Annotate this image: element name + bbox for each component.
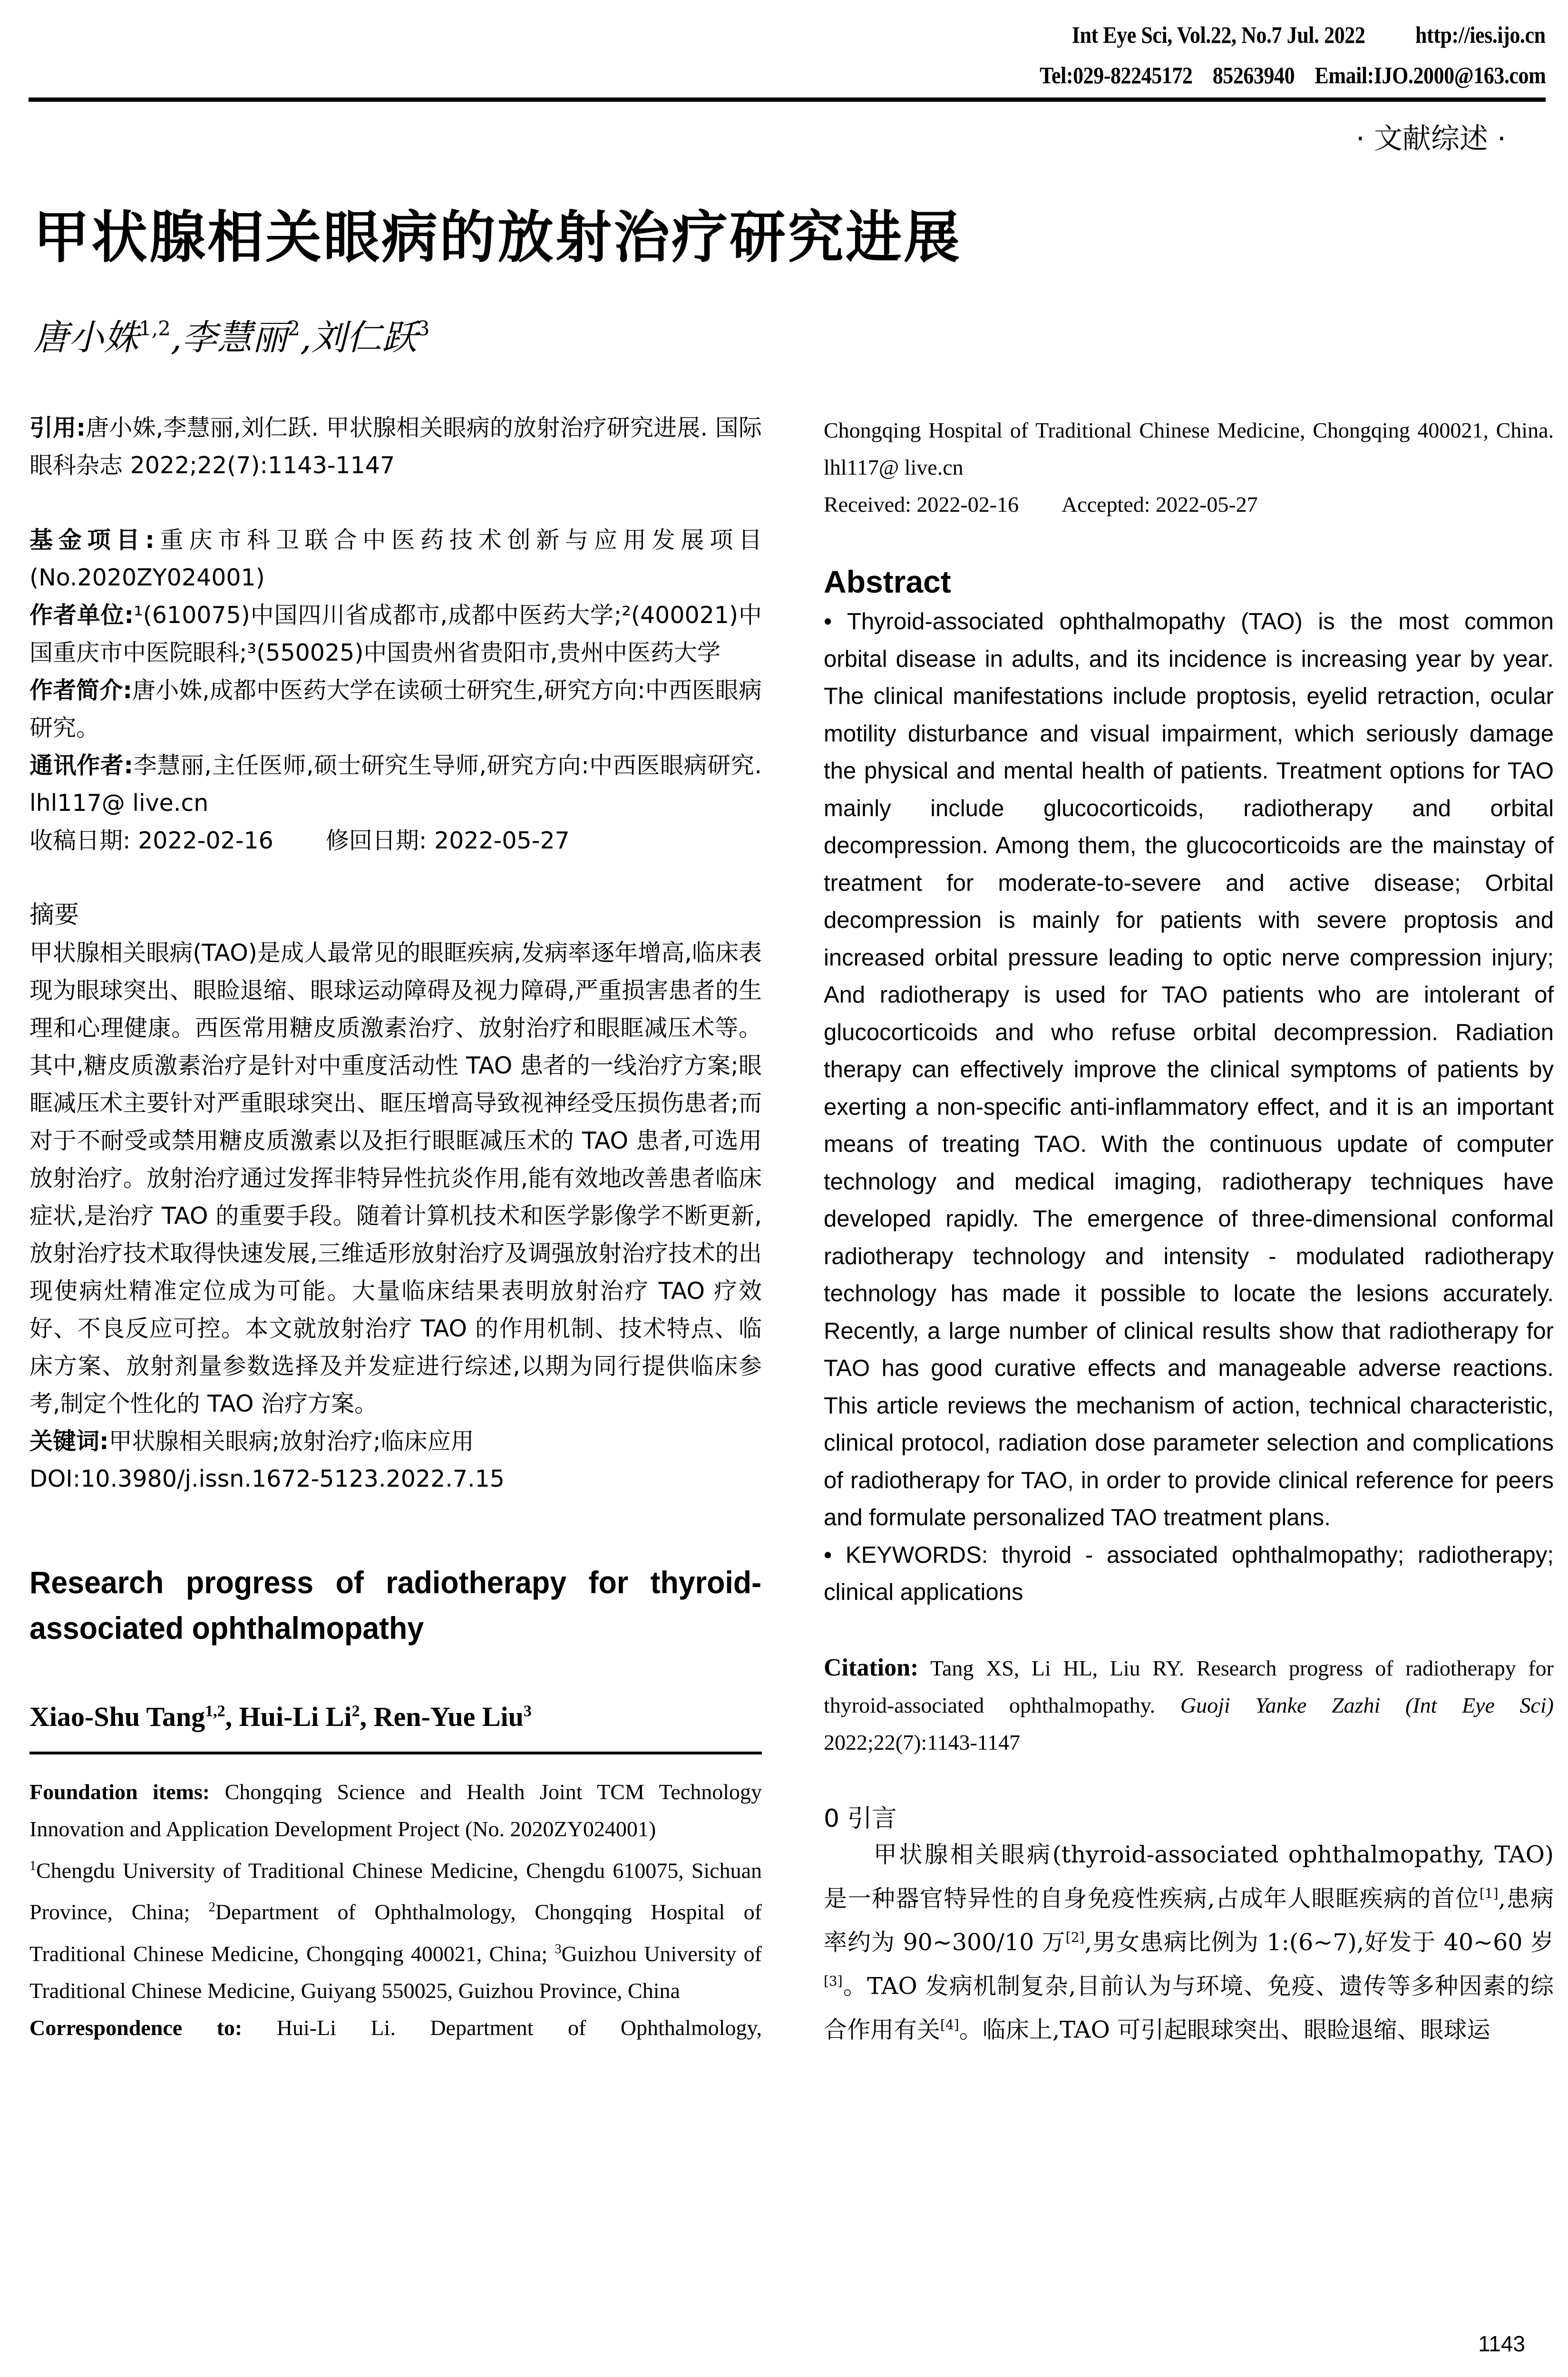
article-title-cn: 甲状腺相关眼病的放射治疗研究进展 <box>33 205 962 270</box>
abstract-cn-heading: 摘要 <box>29 901 79 929</box>
abstract-en-heading: Abstract <box>824 564 951 599</box>
header-rule <box>29 97 1546 102</box>
affiliation-en: Department of Ophthalmology, Chongqing Hospital of Traditional Chinese Medicine, Chongqing 400021, China; <box>29 1900 762 1966</box>
correspondence-en <box>29 2009 762 2046</box>
corresponding-author-label: 通讯作者: <box>29 752 134 779</box>
author-bio-label: 作者简介: <box>29 677 132 704</box>
citation-en-tail: 2022;22(7):1143-1147 <box>824 1730 1021 1754</box>
left-column <box>29 409 762 2046</box>
accepted-en-label: Accepted: <box>1062 492 1150 516</box>
affiliation-cn <box>29 596 762 672</box>
fund-cn-text: 重庆市科卫联合中医药技术创新与应用发展项目(No.2020ZY024001) <box>29 526 762 591</box>
corresponding-author-text: 李慧丽,主任医师,硕士研究生导师,研究方向:中西医眼病研究. lhl117@ live.cn <box>29 752 762 817</box>
dates-cn <box>29 822 762 859</box>
fund-cn <box>29 521 762 596</box>
author-affiliation-sup: 1,2 <box>139 317 171 340</box>
authors-en: Xiao-Shu Tang$^{1,2}$, Hui-Li Li$^2$, Ren-Yue Liu$^3$ <box>29 1701 532 1732</box>
citation-cn-text: 唐小姝,李慧丽,刘仁跃. 甲状腺相关眼病的放射治疗研究进展. 国际眼科杂志 2022;22(7):1143-1147 <box>29 414 762 479</box>
foundation-en-label: Foundation items: <box>29 1780 210 1804</box>
keywords-en <box>824 1537 1554 1611</box>
keywords-cn-label: 关键词: <box>29 1428 109 1455</box>
author-affiliation-sup: 3 <box>417 317 430 340</box>
keywords-en-text: thyroid - associated ophthalmopathy; radiotherapy; clinical applications <box>824 1542 1554 1605</box>
author-en: Hui-Li Li <box>239 1701 352 1732</box>
intro-text: ,患病率约为 90~300/10 万 <box>824 1884 1554 1956</box>
page-number: 1143 <box>1478 2331 1525 2356</box>
abstract-en-text: • Thyroid-associated ophthalmopathy (TAO) is the most common orbital disease in adults, and its incidence is increasing year by year. The clinical manifestations include proptosis, eyelid retraction, ocular motility disturbance and visual impairment, which seriously damage the physical and mental health of patients. Treatment options for TAO mainly include glucocorticoids, radiotherapy and orbital decompression. Among them, the glucocorticoids are the mainstay of treatment for moderate-to-severe and active disease; Orbital decompression is mainly for patients with severe proptosis and increased orbital pressure leading to optic nerve compression injury; And radiotherapy is used for TAO patients who are intolerant of glucocorticoids and who refuse orbital decompression. Radiation therapy can effectively improve the clinical symptoms of patients by exerting a non-specific anti-inflammatory effect, and it is an important means of treating TAO. With the continuous update of computer technology and medical imaging, radiotherapy techniques have developed rapidly. The emergence of three-dimensional conformal radiotherapy technology and intensity - modulated radiotherapy technology has made it possible to locate the lesions accurately. Recently, a large number of clinical results show that radiotherapy for TAO has good curative effects and manageable adverse reactions. This article reviews the mechanism of action, technical characteristic, clinical protocol, radiation dose parameter selection and complications of radiotherapy for TAO, in order to provide clinical reference for peers and formulate personalized TAO treatment plans. <box>824 609 1554 1530</box>
author-affiliation-sup: 2 <box>287 317 301 340</box>
author-en: Xiao-Shu Tang <box>29 1701 205 1732</box>
author-affiliation-sup: 1,2 <box>205 1702 225 1720</box>
dates-en <box>824 486 1554 523</box>
reference-link[interactable]: [3] <box>824 1973 843 1989</box>
article-title-en: Research progress of radiotherapy for thyroid-associated ophthalmopathy <box>29 1565 761 1646</box>
doi[interactable]: DOI:10.3980/j.issn.1672-5123.2022.7.15 <box>29 1465 505 1492</box>
author-affiliation-sup: 2 <box>351 1702 360 1720</box>
author-cn: 李慧丽 <box>182 317 288 358</box>
reference-link[interactable]: [1] <box>1479 1885 1499 1901</box>
abstract-cn-text: 甲状腺相关眼病(TAO)是成人最常见的眼眶疾病,发病率逐年增高,临床表现为眼球突出、眼睑退缩、眼球运动障碍及视力障碍,严重损害患者的生理和心理健康。西医常用糖皮质激素治疗、放射治疗和眼眶减压术等。其中,糖皮质激素治疗是针对中重度活动性 TAO 患者的一线治疗方案;眼眶减压术主要针对严重眼球突出、眶压增高导致视神经受压损伤患者;而对于不耐受或禁用糖皮质激素以及拒行眼眶减压术的 TAO 患者,可选用放射治疗。放射治疗通过发挥非特异性抗炎作用,能有效地改善患者临床症状,是治疗 TAO 的重要手段。随着计算机技术和医学影像学不断更新,放射治疗技术取得快速发展,三维适形放射治疗及调强放射治疗技术的出现使病灶精准定位成为可能。大量临床结果表明放射治疗 TAO 疗效好、不良反应可控。本文就放射治疗 TAO 的作用机制、技术特点、临床方案、放射剂量参数选择及并发症进行综述,以期为同行提供临床参考,制定个性化的 TAO 治疗方案。 <box>29 939 762 1417</box>
citation-en-label: Citation: <box>824 1654 919 1681</box>
affiliations-en <box>29 1848 762 2009</box>
citation-en-journal: Guoji Yanke Zazhi (Int Eye Sci) <box>1180 1693 1554 1717</box>
keywords-cn-text: 甲状腺相关眼病;放射治疗;临床应用 <box>108 1428 474 1455</box>
accepted-en-date: 2022-05-27 <box>1156 492 1258 516</box>
correspondence-en-label: Correspondence to: <box>29 2015 243 2040</box>
author-affiliation-sup: 3 <box>523 1702 532 1720</box>
journal-email[interactable]: Email:IJO.2000@163.com <box>1315 62 1546 88</box>
author-bio-text: 唐小姝,成都中医药大学在读硕士研究生,研究方向:中西医眼病研究。 <box>29 677 762 741</box>
received-date: 2022-02-16 <box>138 827 273 854</box>
corresponding-author-cn <box>29 747 762 822</box>
affiliation-cn-label: 作者单位: <box>29 602 134 629</box>
correspondence-en-text: Hui-Li Li. Department of Ophthalmology, <box>276 2015 762 2040</box>
intro-text: 甲状腺相关眼病(thyroid-associated ophthalmopathy, TAO)是一种器官特异性的自身免疫性疾病,占成年人眼眶疾病的首位 <box>824 1841 1554 1912</box>
affiliation-cn-text: ¹(610075)中国四川省成都市,成都中医药大学;²(400021)中国重庆市中医院眼科;³(550025)中国贵州省贵阳市,贵州中医药大学 <box>29 602 762 666</box>
affiliation-en: Guizhou University of Traditional Chinese Medicine, Guiyang 550025, Guizhou Province, China <box>29 1941 762 2003</box>
section-tag: · 文献综述 · <box>1355 122 1506 156</box>
journal-tel-2: 85263940 <box>1212 62 1295 88</box>
foundation-en <box>29 1773 762 1848</box>
intro-heading: 0 引言 <box>824 1804 897 1833</box>
correspondence-en-continued <box>824 412 1554 486</box>
keywords-cn <box>29 1422 762 1460</box>
fund-cn-label: 基金项目: <box>29 526 155 554</box>
citation-en-text: Tang XS, Li HL, Liu RY. Research progress of radiotherapy for thyroid-associated ophthalmopathy. <box>824 1656 1554 1717</box>
citation-cn <box>29 409 762 484</box>
revised-label: 修回日期: <box>325 827 427 854</box>
journal-tel: Tel:029-82245172 <box>1039 62 1193 88</box>
journal-url[interactable]: http://ies.ijo.cn <box>1415 21 1546 48</box>
intro-text: ,男女患病比例为 1:(6~7),好发于 40~60 岁 <box>1084 1929 1554 1956</box>
author-cn: 刘仁跃 <box>311 317 417 358</box>
reference-link[interactable]: [2] <box>1065 1929 1085 1945</box>
received-en-date: 2022-02-16 <box>916 492 1019 516</box>
affiliation-sup: 3 <box>555 1941 562 1957</box>
intro-text: 。TAO 发病机制复杂,目前认为与环境、免疫、遗传等多种因素的综合作用有关 <box>824 1972 1554 2044</box>
author-bio-cn <box>29 672 762 747</box>
reference-link[interactable]: [4] <box>940 2017 959 2033</box>
received-en-label: Received: <box>824 492 911 516</box>
affiliation-sup: 1 <box>29 1859 36 1873</box>
author-en: Ren-Yue Liu <box>373 1701 524 1732</box>
keywords-en-label: • KEYWORDS: <box>824 1542 988 1568</box>
received-label: 收稿日期: <box>29 827 131 854</box>
author-cn: 唐小姝 <box>33 317 139 358</box>
intro-paragraph <box>824 1835 1554 2050</box>
revised-date: 2022-05-27 <box>434 827 570 854</box>
correspondence-address: Chongqing Hospital of Traditional Chinese Medicine, Chongqing 400021, China. lhl117@ live.cn <box>824 418 1554 479</box>
citation-cn-label: 引用: <box>29 414 86 441</box>
running-header-contact <box>1040 63 1546 87</box>
citation-en <box>824 1649 1554 1761</box>
journal-volume-issue: Int Eye Sci, Vol.22, No.7 Jul. 2022 <box>1072 21 1365 48</box>
right-column <box>824 412 1554 2050</box>
affiliation-en: Chengdu University of Traditional Chinese Medicine, Chengdu 610075, Sichuan Province, China; <box>29 1858 762 1924</box>
running-header-journal <box>1072 23 1546 47</box>
foundation-en-text: Chongqing Science and Health Joint TCM Technology Innovation and Application Development Project (No. 2020ZY024001) <box>29 1780 762 1841</box>
intro-text: 。临床上,TAO 可引起眼球突出、眼睑退缩、眼球运 <box>959 2016 1490 2044</box>
affiliation-sup: 2 <box>208 1900 215 1915</box>
authors-cn: 唐小姝$^{1,2}$,李慧丽$^2$,刘仁跃$^3$ <box>33 317 430 358</box>
